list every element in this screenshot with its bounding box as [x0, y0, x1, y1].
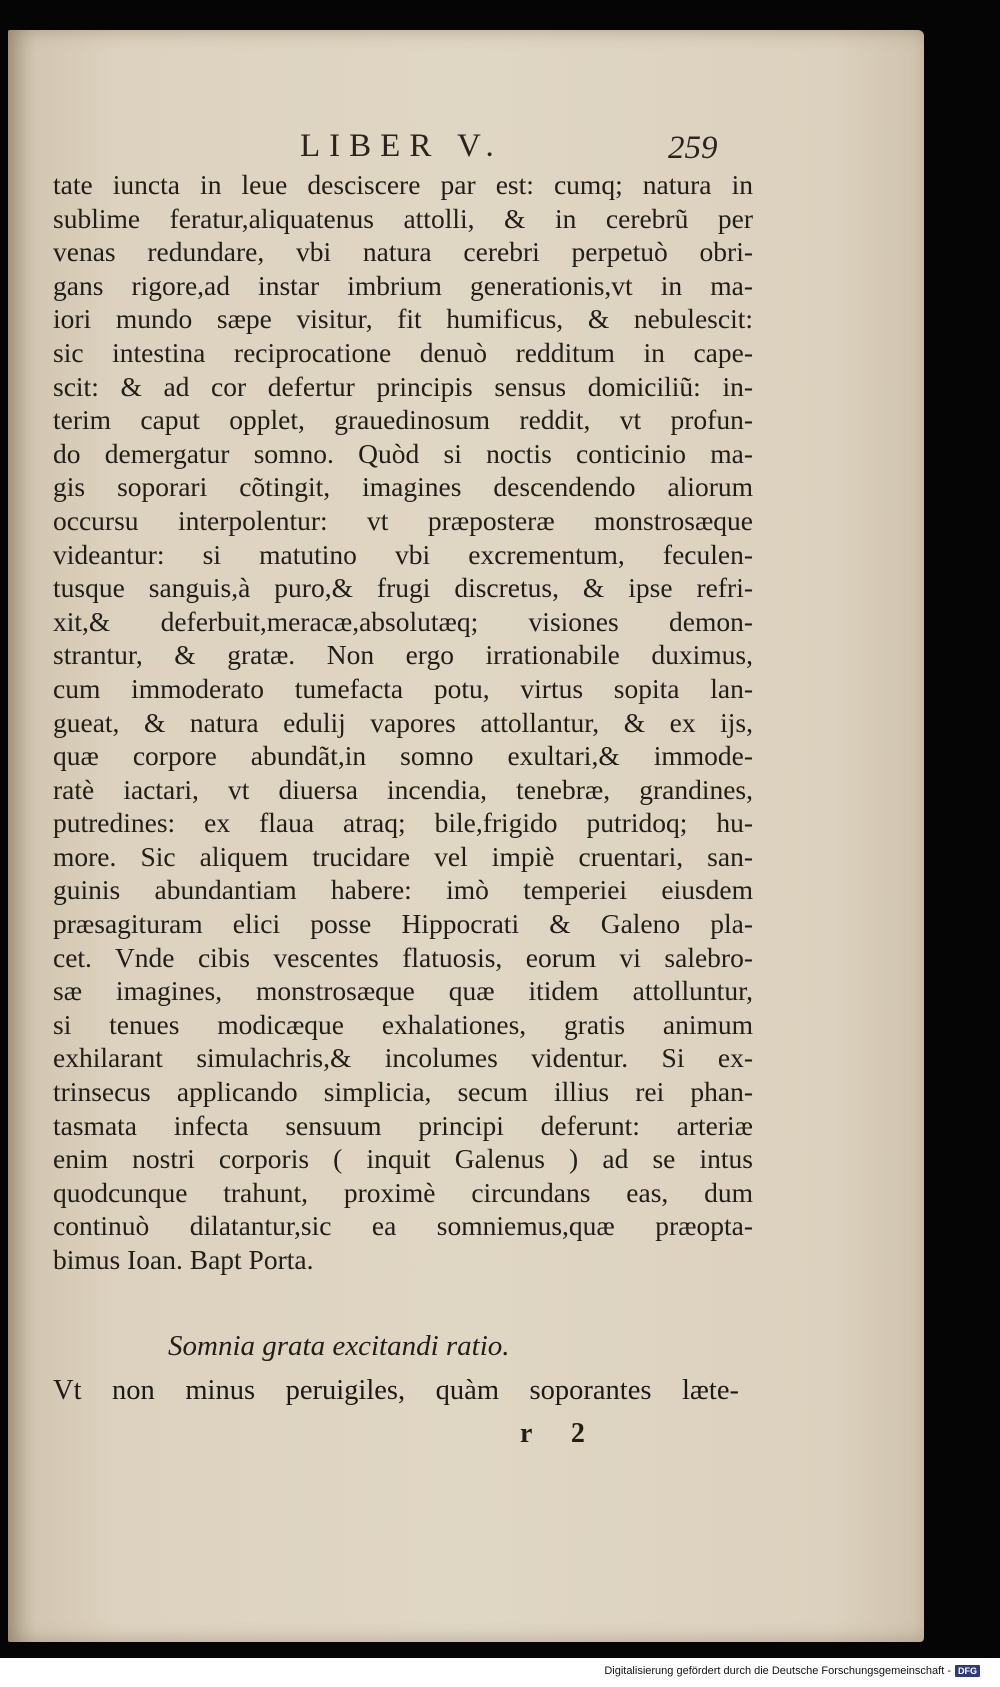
section-heading: Somnia grata excitandi ratio. [168, 1330, 510, 1362]
text-line: bimus Ioan. Bapt Porta. [53, 1244, 314, 1275]
text-line: tasmata infecta sensuum principi deferunt: arteriæ [53, 1109, 753, 1141]
text-line: do demergatur somno. Quòd si noctis conticinio ma- [53, 437, 753, 469]
text-line: ratè iactari, vt diuersa incendia, tenebræ, grandines, [53, 773, 753, 805]
section-first-line: Vt non minus peruigiles, quàm soporantes læte- [53, 1375, 739, 1406]
text-line: more. Sic aliquem trucidare vel impiè cruentari, san- [53, 840, 753, 872]
text-line: tate iuncta in leue desciscere par est: cumq; natura in [53, 169, 753, 200]
text-line: exhilarant simulachris,& incolumes videntur. Si ex- [53, 1042, 753, 1074]
running-head-title: LIBER V. [300, 128, 503, 164]
text-line: tusque sanguis,à puro,& frugi discretus, & ipse refri- [53, 572, 753, 604]
text-line: gans rigore,ad instar imbrium generationis,vt in ma- [53, 269, 753, 301]
text-line: videantur: si matutino vbi excrementum, feculen- [53, 538, 753, 570]
text-line: si tenues modicæque exhalationes, gratis animum [53, 1008, 753, 1040]
digitization-footer [604, 1665, 980, 1677]
text-line: scit: & ad cor defertur principis sensus domiciliũ: in- [53, 370, 753, 402]
page-number: 259 [668, 130, 718, 166]
text-line: occursu interpolentur: vt præposteræ monstrosæque [53, 504, 753, 536]
text-line: trinsecus applicando simplicia, secum illius rei phan- [53, 1076, 753, 1108]
text-line: quæ corpore abundãt,in somno exultari,& immode- [53, 740, 753, 772]
text-line: putredines: ex flaua atraq; bile,frigido putridoq; hu- [53, 807, 753, 839]
text-line: iori mundo sæpe visitur, fit humificus, & nebulescit: [53, 303, 753, 335]
text-line: enim nostri corporis ( inquit Galenus ) ad se intus [53, 1143, 753, 1175]
text-line: gis soporari cõtingit, imagines descendendo aliorum [53, 471, 753, 503]
text-line: continuò dilatantur,sic ea somniemus,quæ præopta- [53, 1210, 753, 1242]
text-line: venas redundare, vbi natura cerebri perpetuò obri- [53, 236, 753, 268]
text-line: cum immoderato tumefacta potu, virtus sopita lan- [53, 672, 753, 704]
text-line: terim caput opplet, grauedinosum reddit, vt profun- [53, 404, 753, 436]
text-line: sic intestina reciprocatione denuò redditum in cape- [53, 336, 753, 368]
text-line: quodcunque trahunt, proximè circundans eas, dum [53, 1176, 753, 1208]
signature-mark: r 2 [520, 1418, 601, 1449]
dfg-logo-icon: DFG [955, 1665, 980, 1677]
text-line: cet. Vnde cibis vescentes flatuosis, eorum vi salebro- [53, 941, 753, 973]
text-line: præsagituram elici posse Hippocrati & Galeno pla- [53, 908, 753, 940]
book-page [8, 30, 924, 1642]
text-line: sæ imagines, monstrosæque quæ itidem attolluntur, [53, 975, 753, 1007]
text-line: sublime feratur,aliquatenus attolli, & in cerebrũ per [53, 202, 753, 234]
footer-credit: Digitalisierung gefördert durch die Deutsche Forschungsgemeinschaft - [604, 1665, 951, 1677]
text-line: gueat, & natura edulij vapores attollantur, & ex ijs, [53, 706, 753, 738]
text-line: guinis abundantiam habere: imò temperiei eiusdem [53, 874, 753, 906]
text-line: xit,& deferbuit,meracæ,absolutæq; visiones demon- [53, 605, 753, 637]
body-text [53, 168, 753, 1277]
text-line: strantur, & gratæ. Non ergo irrationabile duximus, [53, 639, 753, 671]
